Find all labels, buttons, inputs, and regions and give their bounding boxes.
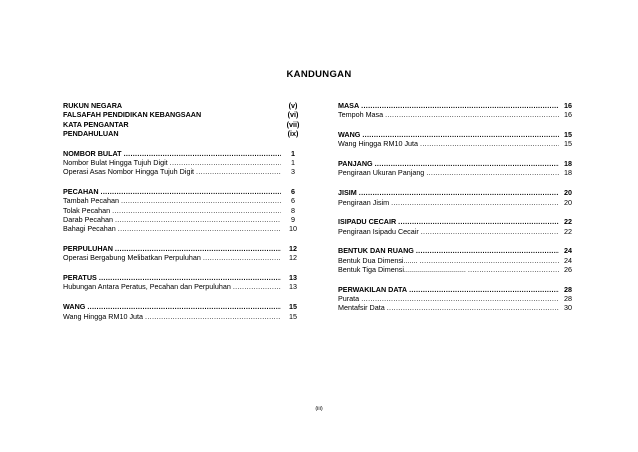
toc-entry-page: 15 [289,311,297,321]
dot-leader [387,303,559,312]
toc-entry-page: 20 [564,188,572,198]
toc-entry-label: Darab Pecahan [63,214,113,224]
dot-leader [170,158,281,167]
dot-leader [421,227,559,236]
toc-entry-page: 6 [291,196,295,206]
toc-entry-label: FALSAFAH PENDIDIKAN KEBANGSAAN [63,110,202,120]
toc-entry-page: 9 [291,214,295,224]
toc-entry-page: 26 [564,265,572,275]
toc-heading-entry [63,244,303,253]
toc-entry-page: (ix) [287,128,299,138]
toc-entry-page: 8 [291,205,295,215]
toc-entry-label: PECAHAN [63,187,99,197]
toc-section [338,130,575,149]
dot-leader [118,224,281,233]
toc-entry-label: Tolak Pecahan [63,205,111,215]
toc-section [338,217,575,236]
dot-leader [101,187,281,196]
toc-subentry [338,227,575,236]
toc-entry-label: MASA [338,101,360,110]
dot-leader [420,256,560,265]
toc-entry-page: 18 [564,168,572,178]
toc-entry-label: Operasi Bergabung Melibatkan Perpuluhan [63,253,201,263]
toc-subentry [338,256,575,265]
toc-entry-page: 6 [291,187,295,197]
dot-leader [233,282,281,291]
toc-section [338,159,575,178]
toc-entry-page: 13 [289,273,297,283]
toc-entry-page: 10 [289,224,297,234]
toc-entry-label: Operasi Asas Nombor Hingga Tujuh Digit [63,167,195,177]
toc-entry-label: Hubungan Antara Peratus, Pecahan dan Perpuluhan [63,282,231,292]
toc-subentry [63,158,303,167]
dot-leader [409,285,559,294]
toc-left-column [63,101,303,331]
toc-subentry [63,215,303,224]
toc-subentry [338,265,575,274]
dot-leader [362,130,559,139]
dot-leader [115,244,281,253]
toc-heading-entry [63,110,303,119]
toc-entry-label: JISIM [338,188,357,198]
toc-entry-label: Wang Hingga RM10 Juta [63,311,144,321]
toc-subentry [63,312,303,321]
dot-leader [115,215,281,224]
toc-entry-page: 20 [564,197,572,207]
dot-leader [99,273,281,282]
toc-section [338,188,575,207]
dot-leader [468,265,559,274]
toc-entry-page: 15 [289,302,297,312]
dot-leader [426,168,559,177]
dot-leader [416,246,559,255]
toc-entry-label: Wang Hingga RM10 Juta [338,139,419,149]
toc-entry-page: 1 [291,157,295,167]
toc-entry-page: 24 [564,246,572,256]
toc-heading-entry [63,101,303,110]
toc-entry-label: BENTUK DAN RUANG [338,246,414,256]
toc-section [338,285,575,313]
toc-heading-entry [338,217,575,226]
toc-section [338,246,575,274]
toc-entry-page: 12 [289,244,297,254]
toc-entry-label: ISIPADU CECAIR [338,217,397,227]
toc-entry-page: (v) [288,101,298,110]
toc-subentry [338,139,575,148]
toc-entry-label: NOMBOR BULAT [63,148,122,158]
toc-entry-label: PERATUS [63,273,97,283]
dot-leader [361,101,559,110]
dot-leader [196,167,281,176]
toc-entry-label: Nombor Bulat Hingga Tujuh Digit [63,157,168,167]
toc-entry-label: Pengiraan Isipadu Cecair [338,226,419,236]
toc-heading-entry [338,159,575,168]
toc-entry-page: (vi) [287,110,299,120]
toc-subentry [63,224,303,233]
toc-entry-label: PERWAKILAN DATA [338,284,408,294]
toc-entry-label: Mentafsir Data [338,303,385,313]
toc-entry-page: 15 [564,130,572,140]
toc-entry-label: Bentuk Dua Dimensi....... [338,255,418,265]
dot-leader [361,294,559,303]
toc-entry-page: (vii) [286,119,300,129]
toc-heading-entry [63,273,303,282]
toc-right-column [338,101,575,323]
toc-section [63,101,303,138]
toc-subentry [338,294,575,303]
toc-entry-label: Pengiraan Ukuran Panjang [338,168,425,178]
toc-entry-page: 28 [564,284,572,294]
toc-section [63,187,303,233]
toc-heading-entry [63,302,303,311]
dot-leader [375,159,559,168]
toc-heading-entry [338,130,575,139]
toc-entry-page: 3 [291,167,295,177]
toc-entry-page: 22 [564,226,572,236]
toc-entry-label: Bahagi Pecahan [63,224,116,234]
toc-heading-entry [338,101,575,110]
toc-entry-label: WANG [63,302,86,312]
toc-entry-page: 16 [564,101,572,110]
toc-entry-label: PANJANG [338,159,373,169]
toc-entry-page: 12 [289,253,297,263]
toc-entry-page: 30 [564,303,572,313]
toc-entry-page: 28 [564,294,572,304]
toc-entry-page: 13 [289,282,297,292]
dot-leader [203,253,281,262]
toc-subentry [63,206,303,215]
toc-entry-label: Purata [338,294,360,304]
dot-leader [385,110,559,119]
dot-leader [398,217,559,226]
toc-heading-entry [63,149,303,158]
toc-entry-label: Tambah Pecahan [63,196,119,206]
toc-heading-entry [63,129,303,138]
page-title: KANDUNGAN [286,69,352,80]
toc-subentry [63,196,303,205]
toc-entry-page: 16 [564,110,572,120]
toc-entry-label: Pengiraan Jisim [338,197,390,207]
toc-heading-entry [63,187,303,196]
toc-subentry [63,282,303,291]
dot-leader [121,196,281,205]
toc-subentry [338,303,575,312]
toc-entry-label: PENDAHULUAN [63,128,119,138]
toc-subentry [63,253,303,262]
toc-section [63,273,303,292]
toc-section [63,244,303,263]
toc-heading-entry [338,285,575,294]
toc-heading-entry [63,120,303,129]
dot-leader [420,139,559,148]
toc-entry-label: KATA PENGANTAR [63,119,129,129]
toc-subentry [63,167,303,176]
toc-entry-page: 1 [291,148,295,158]
dot-leader [124,149,281,158]
toc-heading-entry [338,188,575,197]
toc-heading-entry [338,246,575,255]
toc-entry-page: 18 [564,159,572,169]
toc-section [63,149,303,177]
dot-leader [391,198,559,207]
toc-entry-label: Bentuk Tiga Dimensi............................... [338,265,466,275]
dot-leader [145,312,281,321]
toc-entry-page: 22 [564,217,572,227]
dot-leader [112,206,281,215]
toc-subentry [338,168,575,177]
toc-entry-page: 15 [564,139,572,149]
toc-entry-label: PERPULUHAN [63,244,113,254]
toc-section [338,101,575,120]
toc-entry-label: Tempoh Masa [338,110,384,120]
toc-entry-label: WANG [338,130,361,140]
toc-entry-label: RUKUN NEGARA [63,101,123,110]
toc-subentry [338,198,575,207]
toc-section [63,302,303,321]
page-number: (iii) [315,406,323,412]
dot-leader [87,302,281,311]
toc-entry-page: 24 [564,255,572,265]
dot-leader [359,188,559,197]
toc-subentry [338,110,575,119]
